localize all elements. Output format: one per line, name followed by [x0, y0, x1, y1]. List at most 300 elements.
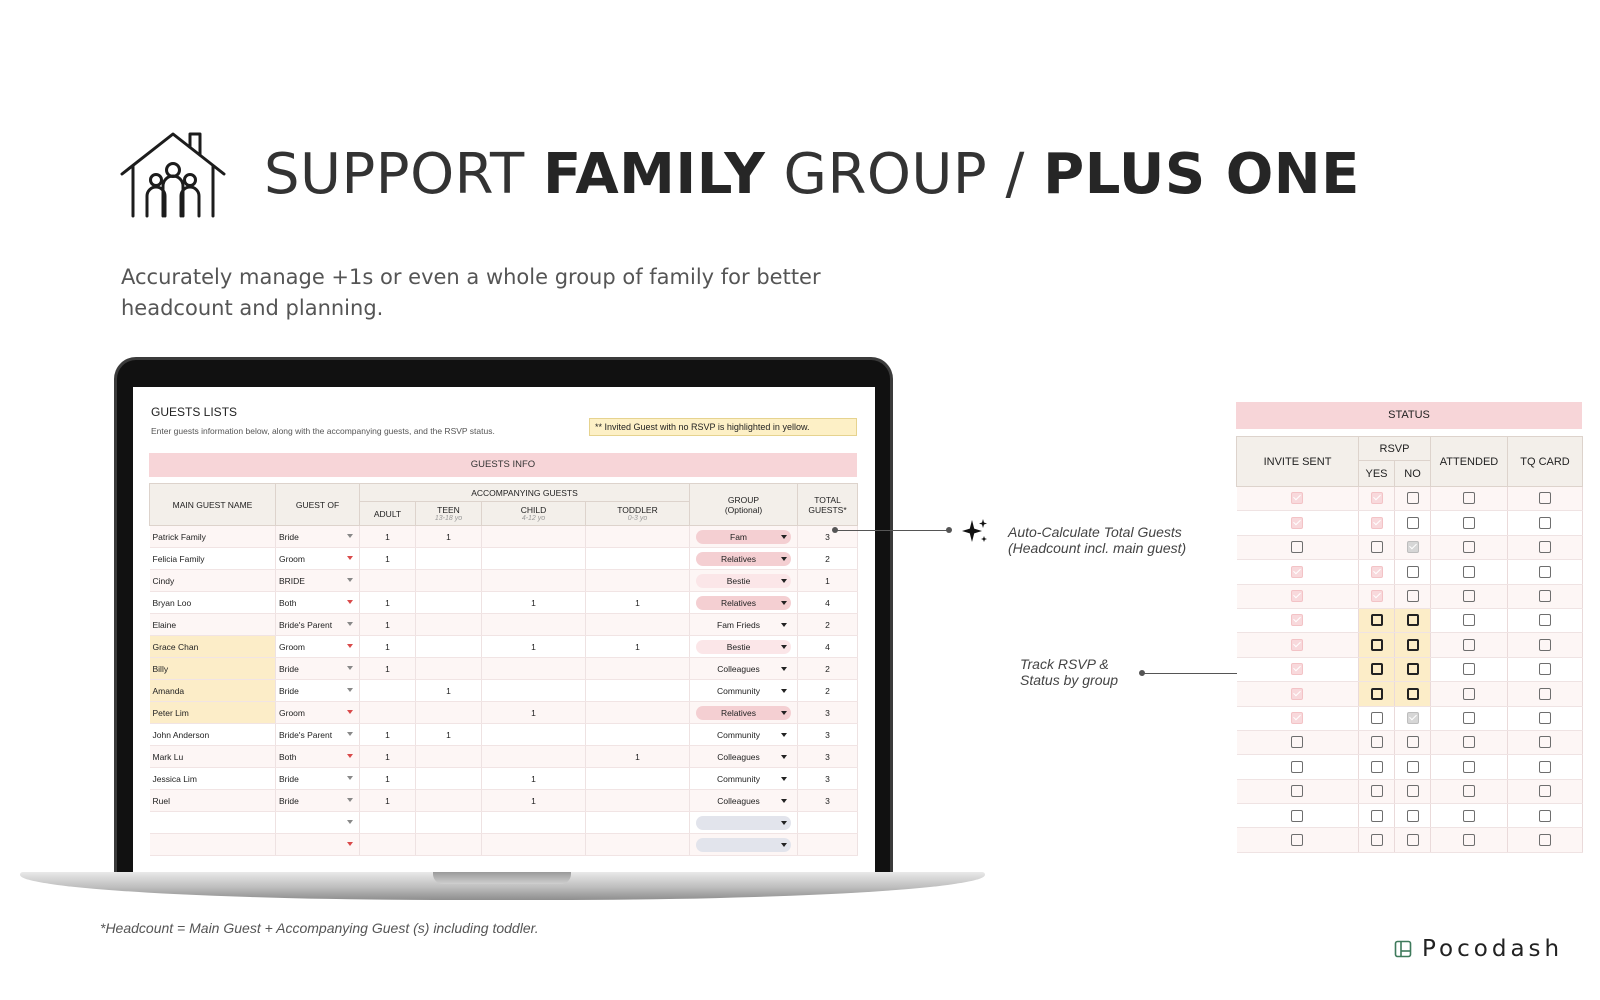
guest-of-select[interactable] [276, 790, 360, 812]
group-select-cell[interactable] [690, 746, 798, 768]
invite-sent-checkbox[interactable] [1291, 541, 1303, 553]
guest-of-select[interactable] [276, 614, 360, 636]
guest-of-select[interactable] [276, 636, 360, 658]
rsvp-yes-checkbox[interactable] [1371, 614, 1383, 626]
rsvp-no-checkbox[interactable] [1407, 517, 1419, 529]
col-attended: ATTENDED [1431, 437, 1508, 487]
rsvp-yes-cell [1359, 560, 1395, 584]
group-chip[interactable] [696, 618, 791, 632]
group-chip-label: Community [717, 729, 760, 740]
tq-card-cell [1508, 706, 1583, 730]
guest-of-value: Both [279, 597, 297, 608]
status-row [1237, 560, 1583, 584]
attended-checkbox[interactable] [1463, 663, 1475, 675]
guest-of-value: Bride's Parent [279, 619, 333, 630]
tq-card-cell [1508, 633, 1583, 657]
tq-card-checkbox[interactable] [1539, 541, 1551, 553]
sparkle-icon [960, 516, 990, 546]
guest-of-select[interactable] [276, 680, 360, 702]
adult-count-cell[interactable]: 1 [360, 636, 416, 658]
teen-count-cell[interactable] [416, 592, 482, 614]
attended-cell [1431, 828, 1508, 852]
group-select-cell[interactable] [690, 834, 798, 856]
total-guests-cell [798, 834, 858, 856]
main-guest-name-cell[interactable]: Peter Lim [150, 702, 276, 724]
total-guests-cell: 2 [798, 614, 858, 636]
toddler-count-cell[interactable] [586, 724, 690, 746]
group-chip-label: Relatives [721, 707, 756, 718]
invite-sent-checkbox[interactable] [1291, 736, 1303, 748]
rsvp-yes-checkbox[interactable] [1371, 785, 1383, 797]
group-select-cell[interactable] [690, 592, 798, 614]
toddler-count-cell[interactable]: 1 [586, 592, 690, 614]
attended-checkbox[interactable] [1463, 688, 1475, 700]
adult-count-cell[interactable]: 1 [360, 526, 416, 548]
tq-card-checkbox[interactable] [1539, 688, 1551, 700]
rsvp-yes-checkbox[interactable] [1371, 541, 1383, 553]
col-teen: TEEN 13-18 yo [416, 502, 482, 526]
child-count-cell[interactable] [482, 724, 586, 746]
total-guests-cell [798, 812, 858, 834]
total-guests-cell: 1 [798, 570, 858, 592]
group-select-cell[interactable] [690, 812, 798, 834]
tq-card-checkbox[interactable] [1539, 614, 1551, 626]
col-toddler: TODDLER 0-3 yo [586, 502, 690, 526]
child-count-cell[interactable] [482, 834, 586, 856]
col-invite-sent: INVITE SENT [1237, 437, 1359, 487]
dropdown-caret-icon [781, 645, 787, 649]
group-select-cell[interactable] [690, 702, 798, 724]
dropdown-caret-icon [781, 689, 787, 693]
main-guest-name-cell[interactable] [150, 834, 276, 856]
table-row [150, 768, 858, 790]
group-chip[interactable] [696, 816, 791, 830]
child-count-cell[interactable] [482, 746, 586, 768]
dropdown-arrow-icon [347, 754, 353, 758]
teen-count-cell[interactable] [416, 746, 482, 768]
group-select-cell[interactable] [690, 680, 798, 702]
guest-of-select[interactable] [276, 768, 360, 790]
tq-card-checkbox[interactable] [1539, 761, 1551, 773]
status-row [1237, 755, 1583, 779]
main-guest-name-cell[interactable]: Grace Chan [150, 636, 276, 658]
teen-count-cell[interactable] [416, 614, 482, 636]
dropdown-caret-icon [781, 777, 787, 781]
teen-count-cell[interactable]: 1 [416, 526, 482, 548]
headcount-footnote: *Headcount = Main Guest + Accompanying Guest (s) including toddler. [100, 920, 539, 936]
rsvp-no-checkbox[interactable] [1407, 492, 1419, 504]
tq-card-checkbox[interactable] [1539, 810, 1551, 822]
guest-of-value: Groom [279, 707, 305, 718]
rsvp-no-checkbox[interactable] [1407, 639, 1419, 651]
rsvp-yes-cell [1359, 633, 1395, 657]
invite-sent-cell [1237, 706, 1359, 730]
teen-count-cell[interactable] [416, 658, 482, 680]
guest-of-select[interactable] [276, 570, 360, 592]
status-row [1237, 730, 1583, 754]
teen-count-cell[interactable] [416, 702, 482, 724]
tq-card-checkbox[interactable] [1539, 590, 1551, 602]
rsvp-no-checkbox[interactable] [1407, 736, 1419, 748]
rsvp-no-checkbox[interactable] [1407, 566, 1419, 578]
attended-checkbox[interactable] [1463, 761, 1475, 773]
invite-sent-checkbox[interactable] [1291, 712, 1303, 724]
main-guest-name-cell[interactable]: Cindy [150, 570, 276, 592]
adult-count-cell[interactable]: 1 [360, 790, 416, 812]
guest-of-value: Both [279, 751, 297, 762]
table-row [150, 548, 858, 570]
main-guest-name-cell[interactable]: John Anderson [150, 724, 276, 746]
status-row [1237, 804, 1583, 828]
group-chip-label: Bestie [726, 641, 751, 652]
dropdown-caret-icon [781, 535, 787, 539]
group-chip[interactable] [696, 530, 791, 544]
tq-card-checkbox[interactable] [1539, 785, 1551, 797]
invite-sent-cell [1237, 560, 1359, 584]
invite-sent-cell [1237, 730, 1359, 754]
rsvp-no-checkbox[interactable] [1407, 590, 1419, 602]
dropdown-caret-icon [781, 821, 787, 825]
main-guest-name-cell[interactable]: Mark Lu [150, 746, 276, 768]
guest-of-select[interactable] [276, 702, 360, 724]
invite-sent-checkbox[interactable] [1291, 590, 1303, 602]
status-row [1237, 608, 1583, 632]
guest-of-select[interactable] [276, 526, 360, 548]
rsvp-no-cell [1395, 755, 1431, 779]
rsvp-yes-checkbox[interactable] [1371, 639, 1383, 651]
guest-of-value: Bride [279, 795, 299, 806]
guest-of-select[interactable] [276, 658, 360, 680]
group-chip-label: Colleagues [717, 751, 760, 762]
rsvp-yes-cell [1359, 779, 1395, 803]
group-chip-label: Community [717, 685, 760, 696]
toddler-count-cell[interactable] [586, 570, 690, 592]
main-guest-name-cell[interactable]: Amanda [150, 680, 276, 702]
teen-count-cell[interactable]: 1 [416, 724, 482, 746]
rsvp-yes-checkbox[interactable] [1371, 517, 1383, 529]
dropdown-caret-icon [781, 843, 787, 847]
group-chip[interactable] [696, 552, 791, 566]
tq-card-checkbox[interactable] [1539, 492, 1551, 504]
attended-checkbox[interactable] [1463, 810, 1475, 822]
status-header: STATUS [1236, 402, 1582, 429]
rsvp-yes-checkbox[interactable] [1371, 590, 1383, 602]
rsvp-yes-cell [1359, 828, 1395, 852]
tq-card-checkbox[interactable] [1539, 712, 1551, 724]
table-row [150, 658, 858, 680]
status-row [1237, 706, 1583, 730]
no-rsvp-note: ** Invited Guest with no RSVP is highlighted in yellow. [589, 418, 857, 436]
adult-count-cell[interactable] [360, 702, 416, 724]
attended-checkbox[interactable] [1463, 566, 1475, 578]
dropdown-arrow-icon [347, 578, 353, 582]
toddler-count-cell[interactable] [586, 614, 690, 636]
invite-sent-cell [1237, 682, 1359, 706]
group-chip-label: Colleagues [717, 795, 760, 806]
attended-checkbox[interactable] [1463, 492, 1475, 504]
invite-sent-cell [1237, 608, 1359, 632]
group-chip[interactable] [696, 596, 791, 610]
guest-of-select[interactable] [276, 746, 360, 768]
adult-count-cell[interactable]: 1 [360, 548, 416, 570]
invite-sent-checkbox[interactable] [1291, 834, 1303, 846]
guest-of-select[interactable] [276, 724, 360, 746]
group-select-cell[interactable] [690, 658, 798, 680]
table-row [150, 570, 858, 592]
invite-sent-checkbox[interactable] [1291, 688, 1303, 700]
teen-count-cell[interactable] [416, 636, 482, 658]
invite-sent-checkbox[interactable] [1291, 785, 1303, 797]
guest-table [149, 483, 858, 856]
teen-count-cell[interactable] [416, 768, 482, 790]
adult-count-cell[interactable] [360, 570, 416, 592]
group-select-cell[interactable] [690, 636, 798, 658]
invite-sent-checkbox[interactable] [1291, 663, 1303, 675]
invite-sent-checkbox[interactable] [1291, 566, 1303, 578]
group-select-cell[interactable] [690, 526, 798, 548]
family-house-icon [120, 128, 226, 220]
guest-of-value: Groom [279, 641, 305, 652]
col-rsvp-yes: YES [1359, 461, 1395, 487]
group-chip[interactable] [696, 750, 791, 764]
attended-cell [1431, 755, 1508, 779]
total-guests-cell: 3 [798, 790, 858, 812]
rsvp-yes-cell [1359, 804, 1395, 828]
rsvp-no-checkbox[interactable] [1407, 688, 1419, 700]
group-chip[interactable] [696, 706, 791, 720]
rsvp-no-checkbox[interactable] [1407, 614, 1419, 626]
toddler-count-cell[interactable] [586, 768, 690, 790]
main-guest-name-cell[interactable]: Patrick Family [150, 526, 276, 548]
toddler-count-cell[interactable] [586, 702, 690, 724]
tq-card-cell [1508, 511, 1583, 535]
rsvp-no-cell [1395, 804, 1431, 828]
main-guest-name-cell[interactable]: Elaine [150, 614, 276, 636]
group-chip[interactable] [696, 838, 791, 852]
guest-of-select[interactable] [276, 548, 360, 570]
group-chip[interactable] [696, 640, 791, 654]
group-select-cell[interactable] [690, 768, 798, 790]
teen-count-cell[interactable] [416, 812, 482, 834]
page-subtitle: Accurately manage +1s or even a whole group of family for better headcount and planning. [121, 265, 821, 320]
teen-count-cell[interactable] [416, 548, 482, 570]
toddler-count-cell[interactable] [586, 548, 690, 570]
child-count-cell[interactable]: 1 [482, 702, 586, 724]
rsvp-no-checkbox[interactable] [1407, 785, 1419, 797]
child-count-cell[interactable]: 1 [482, 790, 586, 812]
tq-card-checkbox[interactable] [1539, 517, 1551, 529]
toddler-count-cell[interactable] [586, 812, 690, 834]
table-row [150, 812, 858, 834]
guest-of-select[interactable] [276, 812, 360, 834]
attended-cell [1431, 730, 1508, 754]
group-chip[interactable] [696, 662, 791, 676]
rsvp-no-checkbox[interactable] [1407, 541, 1419, 553]
tq-card-cell [1508, 560, 1583, 584]
attended-cell [1431, 560, 1508, 584]
rsvp-no-checkbox[interactable] [1407, 712, 1419, 724]
teen-count-cell[interactable]: 1 [416, 680, 482, 702]
rsvp-yes-checkbox[interactable] [1371, 663, 1383, 675]
invite-sent-checkbox[interactable] [1291, 517, 1303, 529]
rsvp-yes-checkbox[interactable] [1371, 492, 1383, 504]
group-chip[interactable] [696, 772, 791, 786]
invite-sent-cell [1237, 633, 1359, 657]
adult-count-cell[interactable] [360, 834, 416, 856]
main-guest-name-cell[interactable]: Bryan Loo [150, 592, 276, 614]
rsvp-yes-checkbox[interactable] [1371, 834, 1383, 846]
rsvp-yes-checkbox[interactable] [1371, 810, 1383, 822]
toddler-count-cell[interactable] [586, 658, 690, 680]
main-guest-name-cell[interactable]: Ruel [150, 790, 276, 812]
dropdown-caret-icon [781, 733, 787, 737]
attended-checkbox[interactable] [1463, 834, 1475, 846]
total-guests-cell: 3 [798, 746, 858, 768]
attended-checkbox[interactable] [1463, 639, 1475, 651]
rsvp-no-checkbox[interactable] [1407, 663, 1419, 675]
toddler-count-cell[interactable] [586, 790, 690, 812]
tq-card-checkbox[interactable] [1539, 639, 1551, 651]
dropdown-arrow-icon [347, 842, 353, 846]
guest-of-select[interactable] [276, 834, 360, 856]
child-count-cell[interactable] [482, 812, 586, 834]
rsvp-yes-checkbox[interactable] [1371, 688, 1383, 700]
child-count-cell[interactable] [482, 680, 586, 702]
rsvp-yes-cell [1359, 584, 1395, 608]
invite-sent-cell [1237, 779, 1359, 803]
tq-card-checkbox[interactable] [1539, 663, 1551, 675]
main-guest-name-cell[interactable]: Billy [150, 658, 276, 680]
attended-checkbox[interactable] [1463, 736, 1475, 748]
main-guest-name-cell[interactable] [150, 812, 276, 834]
attended-checkbox[interactable] [1463, 590, 1475, 602]
tq-card-checkbox[interactable] [1539, 566, 1551, 578]
tq-card-checkbox[interactable] [1539, 736, 1551, 748]
group-chip[interactable] [696, 794, 791, 808]
attended-checkbox[interactable] [1463, 517, 1475, 529]
main-guest-name-cell[interactable]: Felicia Family [150, 548, 276, 570]
guest-of-value: Groom [279, 553, 305, 564]
dropdown-arrow-icon [347, 534, 353, 538]
total-guests-cell: 4 [798, 592, 858, 614]
teen-count-cell[interactable] [416, 570, 482, 592]
dropdown-arrow-icon [347, 710, 353, 714]
invite-sent-checkbox[interactable] [1291, 810, 1303, 822]
adult-count-cell[interactable]: 1 [360, 724, 416, 746]
adult-count-cell[interactable] [360, 680, 416, 702]
child-count-cell[interactable]: 1 [482, 768, 586, 790]
group-chip-label: Community [717, 773, 760, 784]
adult-count-cell[interactable]: 1 [360, 592, 416, 614]
guest-of-select[interactable] [276, 592, 360, 614]
rsvp-no-cell [1395, 608, 1431, 632]
teen-count-cell[interactable] [416, 790, 482, 812]
adult-count-cell[interactable]: 1 [360, 614, 416, 636]
rsvp-yes-cell [1359, 535, 1395, 559]
sheet-description: Enter guests information below, along with the accompanying guests, and the RSVP status. [151, 426, 495, 436]
child-count-cell[interactable]: 1 [482, 592, 586, 614]
adult-count-cell[interactable] [360, 812, 416, 834]
col-child: CHILD 4-12 yo [482, 502, 586, 526]
rsvp-yes-checkbox[interactable] [1371, 736, 1383, 748]
rsvp-no-cell [1395, 560, 1431, 584]
child-count-cell[interactable]: 1 [482, 636, 586, 658]
adult-count-cell[interactable]: 1 [360, 768, 416, 790]
invite-sent-cell [1237, 755, 1359, 779]
group-chip[interactable] [696, 684, 791, 698]
rsvp-no-checkbox[interactable] [1407, 810, 1419, 822]
attended-checkbox[interactable] [1463, 785, 1475, 797]
group-select-cell[interactable] [690, 548, 798, 570]
invite-sent-checkbox[interactable] [1291, 761, 1303, 773]
rsvp-no-cell [1395, 828, 1431, 852]
rsvp-yes-checkbox[interactable] [1371, 566, 1383, 578]
child-count-cell[interactable] [482, 526, 586, 548]
group-chip[interactable] [696, 728, 791, 742]
group-chip[interactable] [696, 574, 791, 588]
group-chip-label: Fam Frieds [717, 619, 760, 630]
rsvp-no-cell [1395, 633, 1431, 657]
toddler-count-cell[interactable]: 1 [586, 636, 690, 658]
child-count-cell[interactable] [482, 570, 586, 592]
invite-sent-checkbox[interactable] [1291, 492, 1303, 504]
tq-card-cell [1508, 730, 1583, 754]
guest-of-value: Bride's Parent [279, 729, 333, 740]
child-count-cell[interactable] [482, 548, 586, 570]
rsvp-no-checkbox[interactable] [1407, 761, 1419, 773]
toddler-count-cell[interactable]: 1 [586, 746, 690, 768]
attended-cell [1431, 657, 1508, 681]
total-guests-cell: 2 [798, 658, 858, 680]
toddler-count-cell[interactable] [586, 834, 690, 856]
group-select-cell[interactable] [690, 614, 798, 636]
attended-checkbox[interactable] [1463, 614, 1475, 626]
rsvp-yes-checkbox[interactable] [1371, 761, 1383, 773]
invite-sent-checkbox[interactable] [1291, 639, 1303, 651]
tq-card-cell [1508, 584, 1583, 608]
invite-sent-checkbox[interactable] [1291, 614, 1303, 626]
group-chip-label: Bestie [726, 575, 751, 586]
main-guest-name-cell[interactable]: Jessica Lim [150, 768, 276, 790]
adult-count-cell[interactable]: 1 [360, 746, 416, 768]
status-row [1237, 779, 1583, 803]
toddler-count-cell[interactable] [586, 680, 690, 702]
child-count-cell[interactable] [482, 614, 586, 636]
group-select-cell[interactable] [690, 790, 798, 812]
toddler-count-cell[interactable] [586, 526, 690, 548]
invite-sent-cell [1237, 511, 1359, 535]
tq-card-cell [1508, 487, 1583, 511]
dropdown-arrow-icon [347, 798, 353, 802]
attended-checkbox[interactable] [1463, 712, 1475, 724]
adult-count-cell[interactable]: 1 [360, 658, 416, 680]
rsvp-no-cell [1395, 487, 1431, 511]
col-accompanying-guests: ACCOMPANYING GUESTS [360, 484, 690, 502]
status-row [1237, 487, 1583, 511]
col-total-guests: TOTAL GUESTS* [798, 484, 858, 526]
tq-card-checkbox[interactable] [1539, 834, 1551, 846]
table-row [150, 636, 858, 658]
group-select-cell[interactable] [690, 724, 798, 746]
attended-checkbox[interactable] [1463, 541, 1475, 553]
rsvp-yes-checkbox[interactable] [1371, 712, 1383, 724]
col-adult: ADULT [360, 502, 416, 526]
child-count-cell[interactable] [482, 658, 586, 680]
rsvp-no-checkbox[interactable] [1407, 834, 1419, 846]
teen-count-cell[interactable] [416, 834, 482, 856]
group-select-cell[interactable] [690, 570, 798, 592]
attended-cell [1431, 804, 1508, 828]
